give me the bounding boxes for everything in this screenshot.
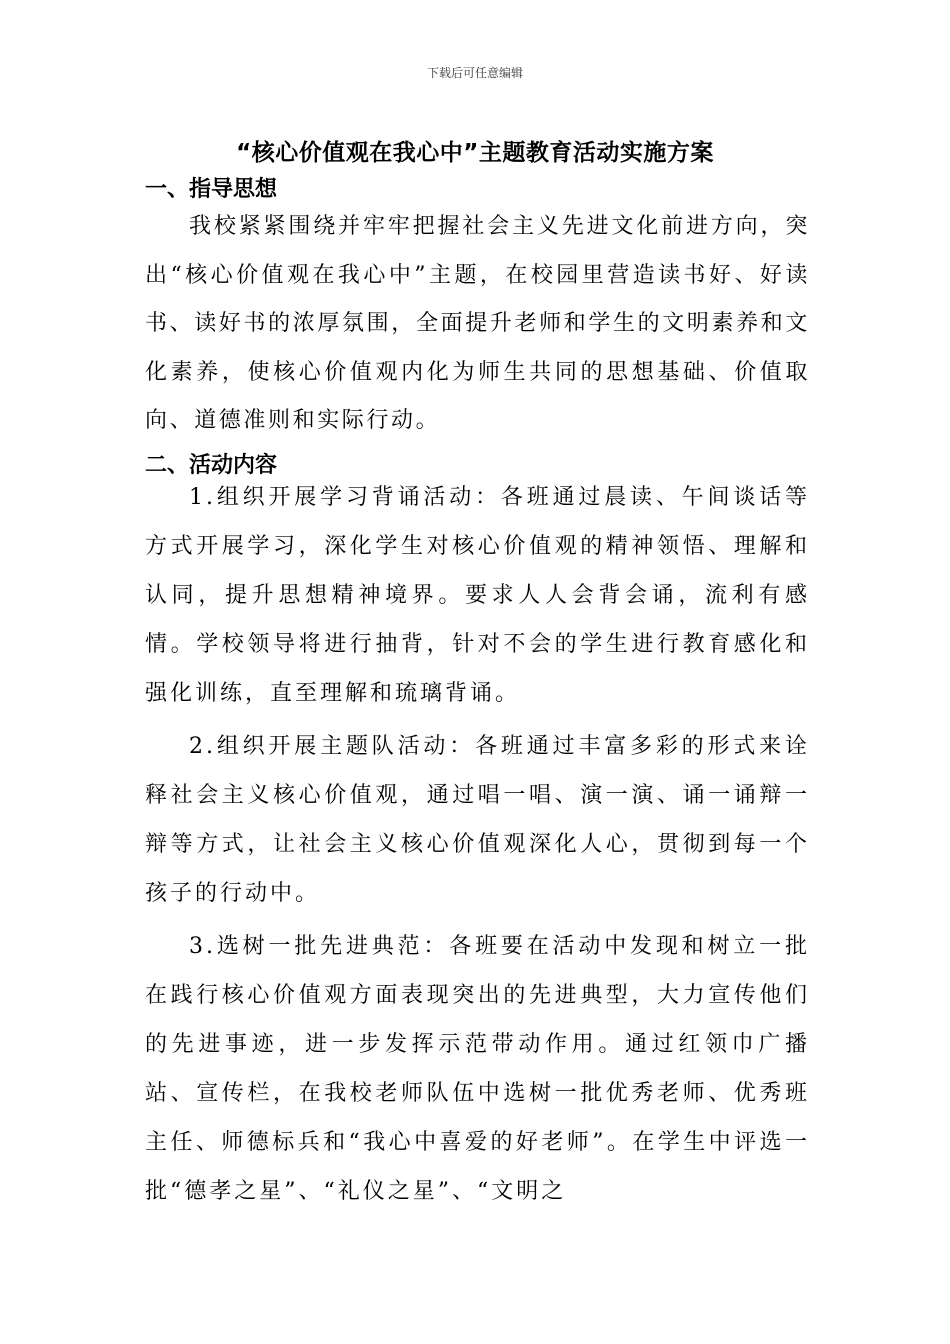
paragraph-activity-3: 3.选树一批先进典范：各班要在活动中发现和树立一批在践行核心价值观方面表现突出的先进典型，大力宣传他们的先进事迹，进一步发挥示范带动作用。通过红领巾广播站、宣传栏，在我校老师队伍中选树一批优秀老师、优秀班主任、师德标兵和“我心中喜爱的好老师”。在学生中评选一批“德孝之星”、“礼仪之星”、“文明之: [145, 934, 810, 1204]
header-note: 下载后可任意编辑: [426, 66, 523, 80]
paragraph-activity-2: 2.组织开展主题队活动：各班通过丰富多彩的形式来诠释社会主义核心价值观，通过唱一唱、演一演、诵一诵辩一辩等方式，让社会主义核心价值观深化人心，贯彻到每一个孩子的行动中。: [145, 734, 810, 906]
paragraph-guiding-ideology: 我校紧紧围绕并牢牢把握社会主义先进文化前进方向，突出“核心价值观在我心中”主题，在校园里营造读书好、好读书、读好书的浓厚氛围，全面提升老师和学生的文明素养和文化素养，使核心价值观内化为师生共同的思想基础、价值取向、道德准则和实际行动。: [145, 214, 810, 433]
paragraph-activity-1: 1.组织开展学习背诵活动：各班通过晨读、午间谈话等方式开展学习，深化学生对核心价值观的精神领悟、理解和认同，提升思想精神境界。要求人人会背会诵，流利有感情。学校领导将进行抽背，针对不会的学生进行教育感化和强化训练，直至理解和琉璃背诵。: [145, 485, 810, 706]
section-heading-guiding-ideology: 一、指导思想: [145, 177, 278, 202]
document-title: “核心价值观在我心中”主题教育活动实施方案: [236, 140, 714, 166]
section-heading-activity-content: 二、活动内容: [145, 453, 278, 478]
